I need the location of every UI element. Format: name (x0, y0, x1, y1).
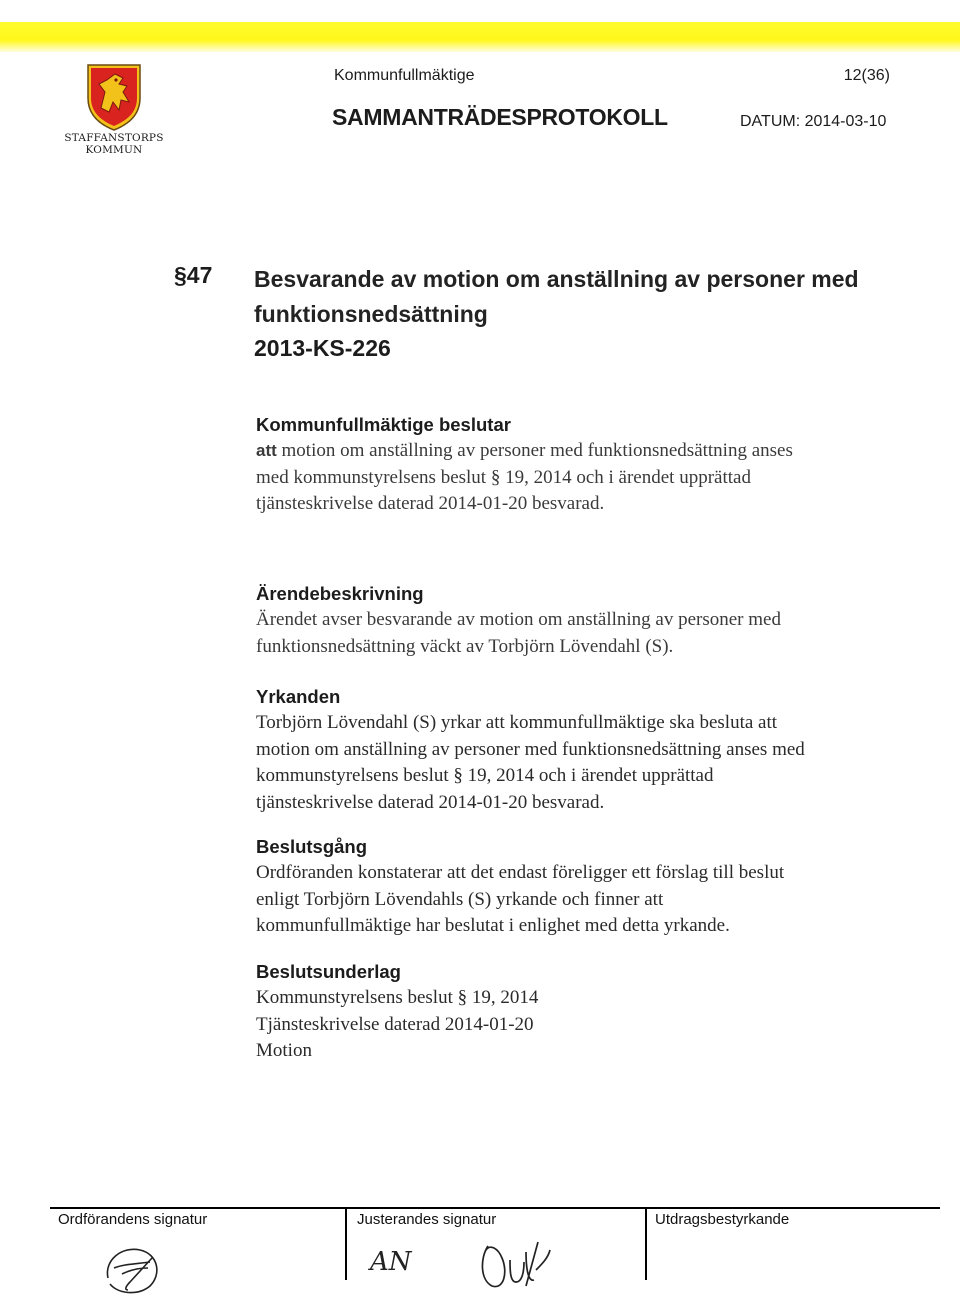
body-line: Ordföranden konstaterar att det endast föreligger ett förslag till beslut (256, 862, 785, 883)
body-line: Ärendet avser besvarande av motion om anställning av personer med (256, 609, 781, 630)
chair-signature-icon (100, 1238, 170, 1300)
extract-certification-label: Utdragsbestyrkande (655, 1211, 790, 1228)
body-line: att motion om anställning av personer med funktionsnedsättning anses (256, 440, 793, 461)
body-line: funktionsnedsättning väckt av Torbjörn Lövendahl (S). (256, 635, 674, 657)
section-procedure (256, 834, 906, 940)
logo-text-line-1: STAFFANSTORPS (64, 132, 164, 144)
case-title: Besvarande av motion om anställning av personer med funktionsnedsättning (254, 266, 859, 327)
body-line: tjänsteskrivelse daterad 2014-01-20 besvarad. (256, 791, 605, 813)
section-body (256, 710, 906, 816)
body-line: kommunstyrelsens beslut § 19, 2014 och i ärendet upprättad (256, 765, 714, 786)
scan-highlight-strip (0, 22, 960, 52)
section-heading: Ärendebeskrivning (256, 583, 424, 604)
footer-divider (645, 1208, 647, 1280)
section-heading: Beslutsgång (256, 836, 368, 857)
body-line: kommunfullmäktige har beslutat i enlighet med detta yrkande. (256, 915, 730, 936)
decision-lead-word: att (256, 441, 277, 460)
section-heading: Yrkanden (256, 686, 341, 707)
section-motions (256, 684, 906, 816)
body-line: tjänsteskrivelse daterad 2014-01-20 besvarad. (256, 493, 605, 514)
meeting-date: DATUM: 2014-03-10 (740, 113, 887, 130)
paragraph-number: §47 (174, 262, 213, 288)
header-organ: Kommunfullmäktige (334, 67, 475, 84)
logo-text-line-2: KOMMUN (85, 144, 143, 156)
body-line: enligt Torbjörn Lövendahls (S) yrkande och finner att (256, 888, 664, 910)
section-body (256, 860, 906, 940)
body-line: Tjänsteskrivelse daterad 2014-01-20 (256, 1013, 534, 1035)
section-basis (256, 959, 906, 1065)
body-line: Kommunstyrelsens beslut § 19, 2014 (256, 987, 539, 1008)
municipality-logo (64, 62, 164, 156)
svg-text:AN: AN (370, 1247, 412, 1277)
chair-signature-label: Ordförandens signatur (58, 1211, 208, 1228)
section-body (256, 438, 906, 518)
body-line: motion om anställning av personer med funktionsnedsättning anses med (256, 738, 805, 760)
coat-of-arms-icon (85, 62, 143, 132)
section-body (256, 607, 906, 660)
page-number: 12(36) (843, 67, 890, 84)
document-title: SAMMANTRÄDESPROTOKOLL (332, 104, 668, 130)
section-body (256, 985, 906, 1065)
adjuster-signature-2-icon (476, 1232, 556, 1294)
section-heading: Kommunfullmäktige beslutar (256, 414, 511, 435)
footer-rule (50, 1207, 940, 1209)
body-line: Motion (256, 1040, 312, 1061)
adjuster-initials-1 (368, 1238, 428, 1278)
section-description (256, 581, 906, 660)
body-line: med kommunstyrelsens beslut § 19, 2014 och i ärendet upprättad (256, 466, 751, 488)
case-number: 2013-KS-226 (254, 335, 391, 361)
adjuster-signature-label: Justerandes signatur (357, 1211, 497, 1228)
footer-divider (345, 1208, 347, 1280)
section-decision (256, 412, 906, 518)
section-heading: Beslutsunderlag (256, 961, 401, 982)
body-line: Torbjörn Lövendahl (S) yrkar att kommunfullmäktige ska besluta att (256, 712, 778, 733)
